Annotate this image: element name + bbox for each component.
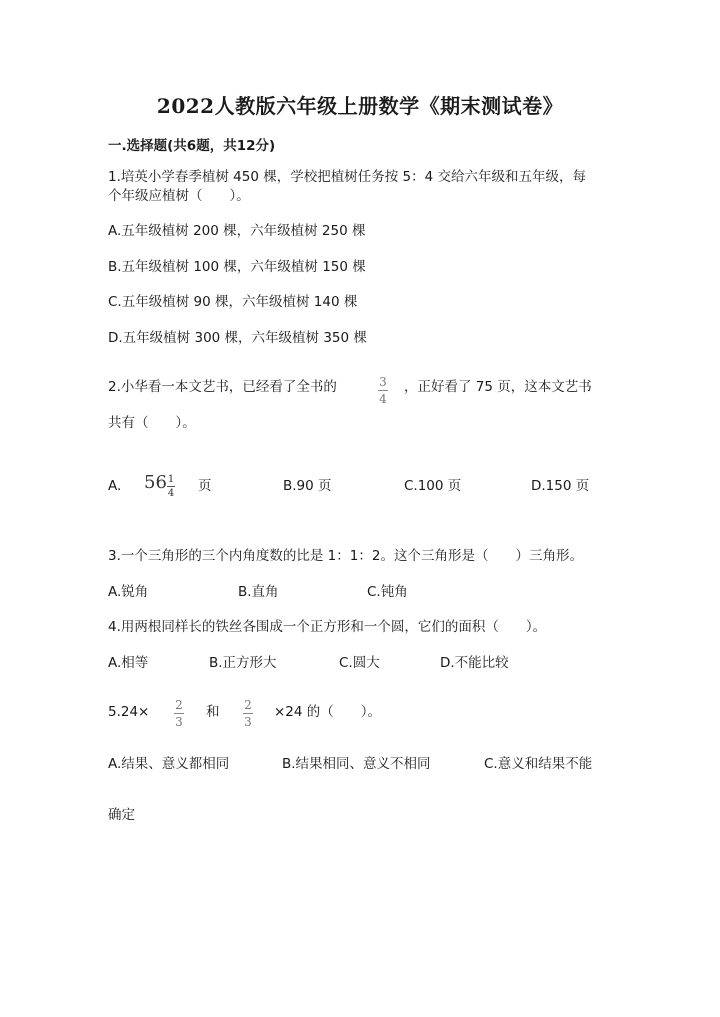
question-4-option-c: C.圆大 bbox=[339, 655, 380, 671]
question-3-text: 3.一个三角形的三个内角度数的比是 1：1：2。这个三角形是（ ）三角形。 bbox=[108, 548, 583, 564]
question-1-line-2: 个年级应植树（ ）。 bbox=[108, 188, 250, 204]
question-5-fraction-2 bbox=[243, 698, 253, 729]
mixed-number-denominator: 4 bbox=[167, 488, 175, 499]
question-5-option-b: B.结果相同、意义不相同 bbox=[282, 756, 431, 772]
question-1-option-b: B.五年级植树 100 棵，六年级植树 150 棵 bbox=[108, 259, 366, 275]
fraction-numerator: 2 bbox=[244, 698, 252, 712]
fraction-denominator: 4 bbox=[379, 392, 387, 406]
question-5-option-a: A.结果、意义都相同 bbox=[108, 756, 230, 772]
question-5-text-post: ×24 的（ ）。 bbox=[274, 704, 382, 720]
question-2-option-b: B.90 页 bbox=[283, 478, 332, 494]
question-4-option-d: D.不能比较 bbox=[440, 655, 509, 671]
page-title: 2022人教版六年级上册数学《期末测试卷》 bbox=[156, 94, 564, 118]
question-2-option-d: D.150 页 bbox=[531, 478, 590, 494]
question-1-option-c: C.五年级植树 90 棵，六年级植树 140 棵 bbox=[108, 294, 358, 310]
question-2-option-c: C.100 页 bbox=[404, 478, 462, 494]
question-5-option-c: C.意义和结果不能 bbox=[484, 756, 593, 772]
question-2-text-post: ，正好看了 75 页，这本文艺书 bbox=[404, 379, 592, 395]
fraction-numerator: 3 bbox=[379, 375, 387, 389]
question-5-fraction-1 bbox=[174, 698, 184, 729]
fraction-bar bbox=[243, 713, 253, 714]
fraction-numerator: 2 bbox=[175, 698, 183, 712]
mixed-number-whole: 56 bbox=[144, 472, 167, 493]
question-5-text-mid: 和 bbox=[206, 704, 220, 720]
question-1-line-1: 1.培英小学春季植树 450 棵，学校把植树任务按 5：4 交给六年级和五年级，每 bbox=[108, 169, 586, 185]
question-2-fraction bbox=[378, 375, 388, 406]
question-5-option-c-continued: 确定 bbox=[108, 807, 135, 823]
question-2-line-2: 共有（ ）。 bbox=[108, 415, 196, 431]
fraction-bar bbox=[378, 390, 388, 391]
question-2-option-a-unit: 页 bbox=[198, 478, 212, 494]
question-3-option-b: B.直角 bbox=[238, 584, 279, 600]
question-4-option-b: B.正方形大 bbox=[209, 655, 277, 671]
question-5-text-pre: 5.24× bbox=[108, 704, 150, 720]
question-3-option-c: C.钝角 bbox=[367, 584, 408, 600]
fraction-bar bbox=[174, 713, 184, 714]
question-2-option-a-label: A. bbox=[108, 478, 122, 494]
section-heading: 一.选择题(共6题，共12分) bbox=[108, 138, 276, 154]
question-3-option-a: A.锐角 bbox=[108, 584, 149, 600]
fraction-denominator: 3 bbox=[175, 715, 183, 729]
question-4-option-a: A.相等 bbox=[108, 655, 149, 671]
question-1-option-d: D.五年级植树 300 棵，六年级植树 350 棵 bbox=[108, 330, 367, 346]
fraction-denominator: 3 bbox=[244, 715, 252, 729]
mixed-number-bar bbox=[167, 486, 175, 487]
mixed-number-numerator: 1 bbox=[167, 474, 175, 485]
question-4-text: 4.用两根同样长的铁丝各围成一个正方形和一个圆，它们的面积（ ）。 bbox=[108, 619, 547, 635]
question-2-text-pre: 2.小华看一本文艺书，已经看了全书的 bbox=[108, 379, 337, 395]
question-1-option-a: A.五年级植树 200 棵，六年级植树 250 棵 bbox=[108, 223, 366, 239]
